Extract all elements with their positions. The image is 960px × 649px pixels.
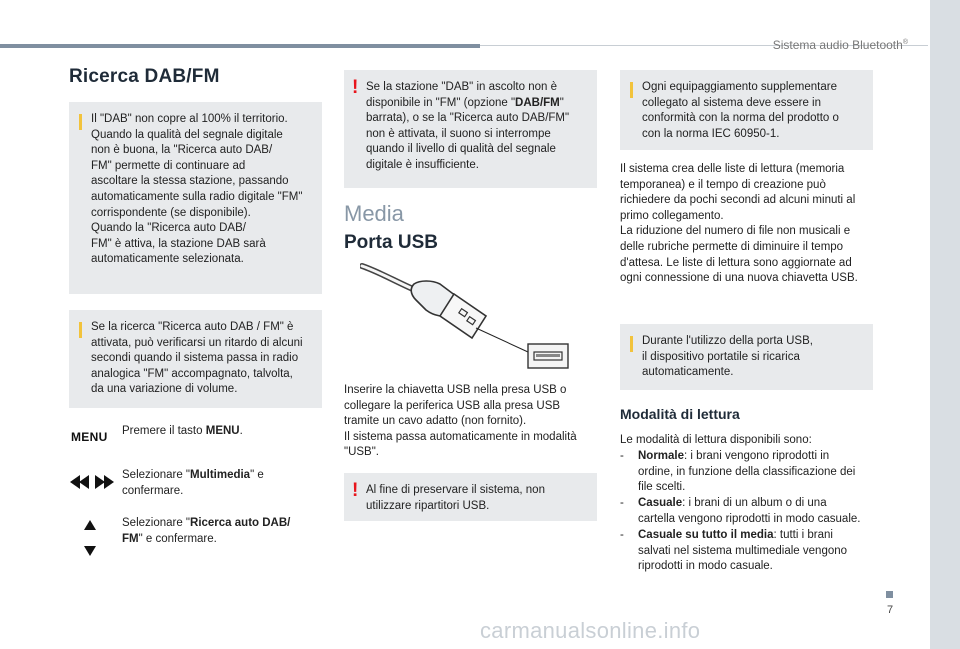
- warning-text: Se la stazione "DAB" in ascolto non è disponibile in "FM" (opzione "DAB/FM" barrata), o se la "Ricerca auto DAB/FM" non è attivata, il suono si interrompe quando il livello di qualità del segnale digitale è insufficiente.: [366, 81, 570, 171]
- info-text: Se la ricerca "Ricerca auto DAB / FM" è attivata, può verificarsi un ritardo di alcuni secondi quando il sistema passa in radio analogica "FM" accompagnato, talvolta, da una variazione di volume.: [91, 321, 303, 396]
- usb-illustration-icon: [360, 262, 575, 374]
- info-box-charging: [620, 324, 873, 390]
- warning-icon: !: [352, 77, 359, 98]
- info-box-dab: [69, 102, 322, 294]
- heading-dab-fm: Ricerca DAB/FM: [69, 66, 220, 87]
- info-icon: [630, 336, 633, 352]
- heading-porta-usb: Porta USB: [344, 232, 438, 253]
- page-marker: [886, 591, 893, 598]
- section-title-media: Media: [344, 201, 404, 226]
- left-right-arrows-icon: [70, 475, 114, 489]
- info-text: Il "DAB" non copre al 100% il territorio. Quando la qualità del segnale digitale non è buona, la "Ricerca auto DAB/ FM" permette di continuare ad ascoltare la stessa stazione, passando automaticamente sulla radio digitale "FM" corrispondente (se disponibile). Quando la "Ricerca auto DAB/ FM" è attiva, la stazione DAB sarà automaticamente selezionata.: [91, 113, 303, 266]
- info-icon: [79, 322, 82, 338]
- info-box-delay: [69, 310, 322, 408]
- modes-intro: Le modalità di lettura disponibili sono:: [620, 434, 812, 446]
- warning-box-dab: [344, 70, 597, 188]
- step-select-ricerca: Selezionare "Ricerca auto DAB/ FM" e confermare.: [122, 517, 291, 545]
- page-number: 7: [886, 604, 894, 616]
- usb-paragraph: Inserire la chiavetta USB nella presa USB o collegare la periferica USB alla presa USB tramite un cavo adatto (non fornito). Il sistema passa automaticamente in modalità "USB".: [344, 384, 577, 459]
- info-icon: [79, 114, 82, 130]
- chapter-title: Sistema audio Bluetooth®: [772, 38, 908, 52]
- menu-key-icon: MENU: [71, 430, 108, 444]
- warning-icon: !: [352, 480, 359, 501]
- info-text: Durante l'utilizzo della porta USB, il dispositivo portatile si ricarica automaticamente.: [642, 335, 813, 379]
- playlist-paragraph: Il sistema crea delle liste di lettura (memoria temporanea) e il tempo di creazione può richiedere da pochi secondi ad alcuni minuti al primo collegamento. La riduzione del numero di file non musicali e delle rubriche permette di diminuire il tempo d'attesa. Le liste di lettura sono aggiornate ad ogni connessione di una nuova chiavetta USB.: [620, 163, 858, 285]
- info-text: Ogni equipaggiamento supplementare collegato al sistema deve essere in conformità con la norma del prodotto o con la norma IEC 60950-1.: [642, 81, 839, 140]
- header-rule: [0, 44, 480, 48]
- info-box-iec: [620, 70, 873, 150]
- up-down-arrows-icon: [84, 520, 96, 556]
- warning-box-usb: [344, 473, 597, 521]
- warning-text: Al fine di preservare il sistema, non utilizzare ripartitori USB.: [366, 484, 545, 512]
- step-press-menu: Premere il tasto MENU.: [122, 425, 243, 437]
- page-sidebar: [930, 0, 960, 649]
- step-select-multimedia: Selezionare "Multimedia" e confermare.: [122, 469, 264, 497]
- heading-modalita: Modalità di lettura: [620, 406, 740, 422]
- info-icon: [630, 82, 633, 98]
- watermark: carmanualsonline.info: [480, 618, 701, 643]
